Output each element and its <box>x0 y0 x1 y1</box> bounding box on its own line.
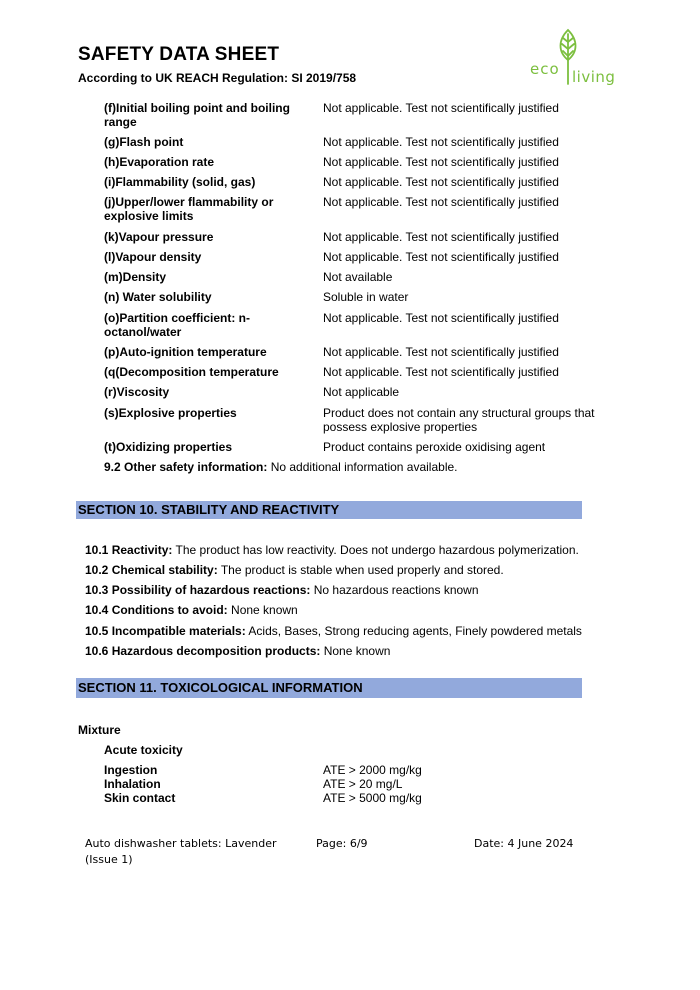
property-value: Product contains peroxide oxidising agent <box>323 440 546 454</box>
document-subtitle: According to UK REACH Regulation: SI 2019/758 <box>78 71 357 85</box>
property-value: Soluble in water <box>323 290 409 304</box>
footer-page-number: Page: 6/9 <box>316 837 368 850</box>
property-label: (p)Auto-ignition temperature <box>104 345 267 359</box>
item-label: 10.3 Possibility of hazardous reactions: <box>85 583 311 597</box>
item-label: 10.1 Reactivity: <box>85 543 173 557</box>
item-label: 10.2 Chemical stability: <box>85 563 218 577</box>
footer-date: Date: 4 June 2024 <box>474 837 574 850</box>
footer-product <box>85 836 277 868</box>
property-value: Not applicable. Test not scientifically justified <box>323 135 559 149</box>
property-label: (i)Flammability (solid, gas) <box>104 175 256 189</box>
property-value: Not applicable. Test not scientifically justified <box>323 311 559 325</box>
other-safety-text: No additional information available. <box>267 460 458 474</box>
section-10-item <box>85 624 582 638</box>
toxicity-route-value: ATE > 2000 mg/kg <box>323 763 422 777</box>
property-label: (f)Initial boiling point and boiling range <box>104 101 290 129</box>
property-value: Not applicable. Test not scientifically justified <box>323 175 559 189</box>
property-value: Product does not contain any structural groups that possess explosive properties <box>323 406 595 434</box>
toxicity-route-value: ATE > 20 mg/L <box>323 777 403 791</box>
property-label: (l)Vapour density <box>104 250 202 264</box>
property-label: (r)Viscosity <box>104 385 170 399</box>
property-label: (q(Decomposition temperature <box>104 365 279 379</box>
section-10-item <box>85 644 390 658</box>
item-label: 10.6 Hazardous decomposition products: <box>85 644 321 658</box>
property-value: Not applicable. Test not scientifically justified <box>323 230 559 244</box>
section-10-item <box>85 603 298 617</box>
property-label: (h)Evaporation rate <box>104 155 215 169</box>
item-label: 10.5 Incompatible materials: <box>85 624 246 638</box>
item-text: None known <box>227 603 298 617</box>
property-label: (k)Vapour pressure <box>104 230 214 244</box>
property-value: Not applicable. Test not scientifically justified <box>323 365 559 379</box>
property-label: (t)Oxidizing properties <box>104 440 233 454</box>
item-text: The product has low reactivity. Does not undergo hazardous polymerization. <box>172 543 579 557</box>
section-10-heading: SECTION 10. STABILITY AND REACTIVITY <box>76 501 582 519</box>
property-value: Not applicable. Test not scientifically justified <box>323 250 559 264</box>
item-label: 10.4 Conditions to avoid: <box>85 603 228 617</box>
property-value: Not applicable. Test not scientifically justified <box>323 155 559 169</box>
ecoliving-logo <box>528 26 628 90</box>
property-label: (s)Explosive properties <box>104 406 237 420</box>
item-text: The product is stable when used properly and stored. <box>217 563 504 577</box>
property-value: Not applicable. Test not scientifically justified <box>323 195 559 209</box>
item-text: Acids, Bases, Strong reducing agents, Finely powdered metals <box>245 624 582 638</box>
property-label: (o)Partition coefficient: n-octanol/water <box>104 311 250 339</box>
toxicity-route-label: Skin contact <box>104 791 176 805</box>
property-value: Not applicable. Test not scientifically justified <box>323 101 559 115</box>
property-label: (n) Water solubility <box>104 290 212 304</box>
property-value: Not applicable <box>323 385 400 399</box>
footer-product-name: Auto dishwasher tablets: Lavender <box>85 837 277 850</box>
logo-text-eco: eco <box>530 60 560 78</box>
property-label: (j)Upper/lower flammability or explosive limits <box>104 195 274 223</box>
property-label: (g)Flash point <box>104 135 184 149</box>
section-10-item <box>85 583 479 597</box>
acute-toxicity-label: Acute toxicity <box>104 743 183 757</box>
footer-issue: (Issue 1) <box>85 853 133 866</box>
document-title: SAFETY DATA SHEET <box>78 44 280 65</box>
property-value: Not applicable. Test not scientifically justified <box>323 345 559 359</box>
other-safety-label: 9.2 Other safety information: <box>104 460 268 474</box>
property-value: Not available <box>323 270 393 284</box>
section-10-item <box>85 543 579 557</box>
other-safety-information <box>104 460 458 474</box>
item-text: None known <box>320 644 391 658</box>
logo-text-living: living <box>572 68 616 86</box>
toxicity-route-label: Ingestion <box>104 763 158 777</box>
toxicity-route-label: Inhalation <box>104 777 161 791</box>
toxicity-route-value: ATE > 5000 mg/kg <box>323 791 422 805</box>
mixture-label: Mixture <box>78 723 121 737</box>
property-label: (m)Density <box>104 270 167 284</box>
item-text: No hazardous reactions known <box>310 583 479 597</box>
section-11-heading: SECTION 11. TOXICOLOGICAL INFORMATION <box>76 678 582 698</box>
section-10-item <box>85 563 504 577</box>
